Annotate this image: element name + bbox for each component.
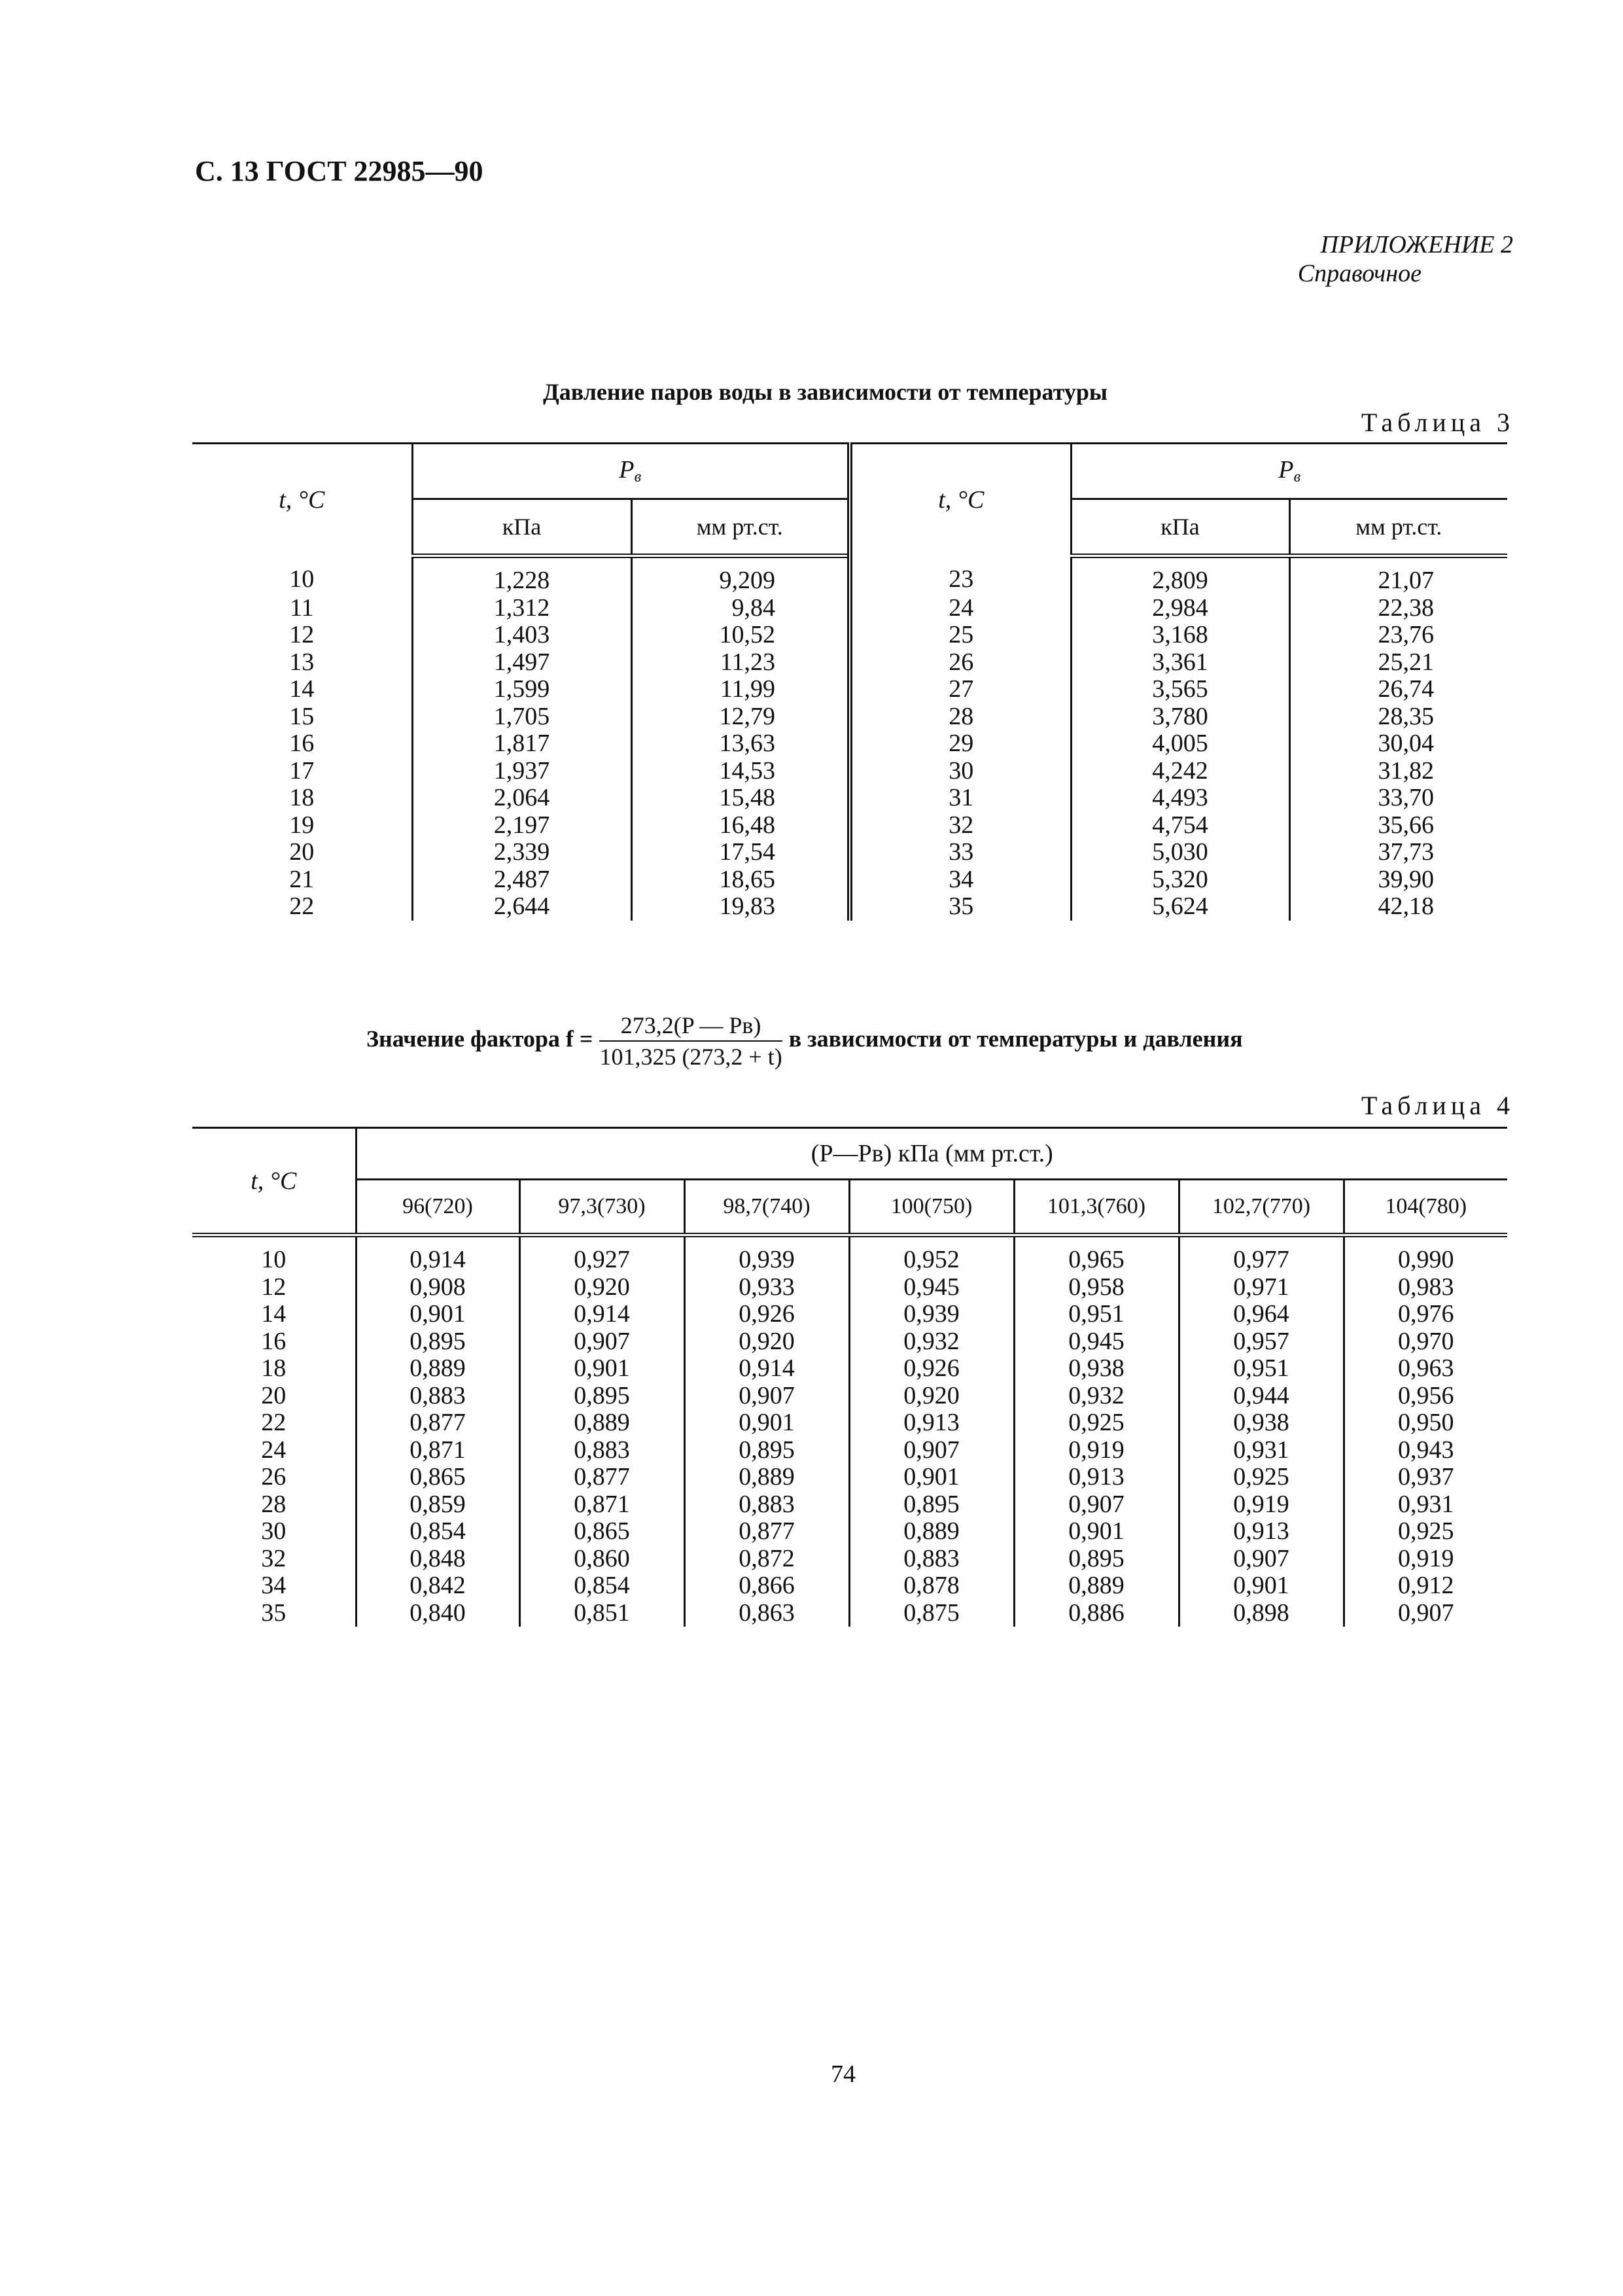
table-cell: 0,848 [356,1545,519,1573]
table-cell: 0,901 [1179,1572,1344,1600]
table-cell: 0,912 [1344,1572,1507,1600]
table-cell: 0,908 [356,1274,519,1301]
table-cell: 10 [261,1246,287,1273]
table-cell: 0,957 [1179,1328,1344,1356]
table-cell: 0,883 [849,1545,1014,1573]
table-row [192,730,1507,758]
table-row [192,1301,1507,1328]
table-cell: 0,875 [849,1600,1014,1627]
table-cell: 19 [289,811,315,839]
table-cell: 30,04 [1289,730,1507,758]
table-row [192,676,1507,703]
table-cell: 12 [261,1273,287,1301]
table-cell: 0,863 [684,1600,849,1627]
table-row [192,556,1507,595]
table-cell: 18 [261,1354,287,1382]
page-header: С. 13 ГОСТ 22985—90 [195,155,483,187]
table-cell: 9,209 [631,556,850,595]
formula-line [366,1012,1243,1070]
table3-title: Давление паров воды в зависимости от температуры [543,379,1108,405]
table-cell: 0,944 [1179,1383,1344,1410]
table-cell: 0,901 [356,1301,519,1328]
page-number: 74 [831,2060,856,2088]
table-cell: 0,877 [684,1518,849,1545]
t3-col-kpa-right: кПа [1071,499,1289,556]
table-cell: 16 [261,1327,287,1355]
formula-suffix: в зависимости от температуры и давления [788,1025,1243,1052]
table-cell: 24 [261,1436,287,1464]
table-row [192,893,1507,921]
table-cell: 5,624 [1071,893,1289,921]
table-cell: 0,925 [1179,1464,1344,1491]
table-cell: 0,914 [519,1301,684,1328]
table-row [192,622,1507,649]
table-cell: 42,18 [1289,893,1507,921]
table-cell: 0,913 [1014,1464,1179,1491]
table-row [192,1545,1507,1573]
table-cell: 35 [850,893,1071,921]
table-cell: 0,901 [519,1355,684,1383]
table-cell: 34 [850,866,1071,894]
table-cell: 0,931 [1179,1437,1344,1464]
t3-col-t-left: t, °С [192,444,412,556]
table-cell: 2,644 [412,893,631,921]
table-cell: 0,907 [1014,1491,1179,1519]
table-cell: 0,889 [684,1464,849,1491]
table4 [192,1127,1507,1627]
table-cell: 24 [850,595,1071,622]
table-cell: 0,920 [849,1383,1014,1410]
table-cell: 0,919 [1014,1437,1179,1464]
table-cell: 0,901 [849,1464,1014,1491]
table-cell: 0,958 [1014,1274,1179,1301]
table-cell: 0,952 [849,1235,1014,1274]
table-cell: 32 [261,1544,287,1572]
table-row [192,1572,1507,1600]
table-cell: 0,854 [356,1518,519,1545]
table-row [192,595,1507,622]
table-cell: 10,52 [631,622,850,649]
table-cell: 0,932 [1014,1383,1179,1410]
table-row [192,785,1507,812]
table-cell: 0,938 [1179,1409,1344,1437]
table-row [192,839,1507,866]
table-cell: 0,926 [684,1301,849,1328]
table-cell: 0,926 [849,1355,1014,1383]
table-cell: 0,895 [849,1491,1014,1519]
table-cell: 0,977 [1179,1235,1344,1274]
table-cell: 21 [289,865,315,893]
table-row [192,1235,1507,1274]
table-cell: 4,005 [1071,730,1289,758]
table-cell: 34 [261,1572,287,1599]
table-cell: 29 [850,730,1071,758]
table-cell: 2,984 [1071,595,1289,622]
formula-numerator: 273,2(P — Pв) [599,1012,782,1042]
table-cell: 0,920 [519,1274,684,1301]
table-row [192,1409,1507,1437]
column-header: 100(750) [849,1180,1014,1235]
table-cell: 23,76 [1289,622,1507,649]
table-cell: 16,48 [631,812,850,839]
t3-col-pv-right: $P_в$ [1071,444,1507,499]
table-cell: 28 [261,1490,287,1518]
appendix-title: ПРИЛОЖЕНИЕ 2 [1320,231,1513,258]
table3 [192,442,1507,921]
table-row [192,758,1507,785]
t4-col-t: t, °С [192,1128,356,1235]
table-cell: 16 [289,730,315,757]
table-row [192,1355,1507,1383]
table-cell: 0,945 [1014,1328,1179,1356]
table-cell: 0,945 [849,1274,1014,1301]
table-cell: 0,889 [356,1355,519,1383]
table-cell: 1,312 [412,595,631,622]
table-cell: 4,493 [1071,785,1289,812]
table-cell: 2,197 [412,812,631,839]
table-cell: 26,74 [1289,676,1507,703]
table-cell: 31,82 [1289,758,1507,785]
table-cell: 39,90 [1289,866,1507,894]
table-cell: 0,877 [519,1464,684,1491]
table-cell: 33 [850,839,1071,866]
table-cell: 18,65 [631,866,850,894]
column-header: 101,3(760) [1014,1180,1179,1235]
table-cell: 0,877 [356,1409,519,1437]
table3-body [192,556,1507,921]
table-cell: 32 [850,812,1071,839]
column-header: 104(780) [1344,1180,1507,1235]
table-cell: 17 [289,756,315,785]
table-cell: 2,809 [1071,556,1289,595]
table-cell: 25 [850,622,1071,649]
table4-body [192,1235,1507,1627]
table-cell: 0,854 [519,1572,684,1600]
table-cell: 0,919 [1179,1491,1344,1519]
table-cell: 1,817 [412,730,631,758]
table-cell: 0,851 [519,1600,684,1627]
t3-col-t-right: t, °С [850,444,1071,556]
table-cell: 21,07 [1289,556,1507,595]
table-cell: 28,35 [1289,703,1507,731]
table-cell: 0,938 [1014,1355,1179,1383]
table-cell: 0,860 [519,1545,684,1573]
table-cell: 0,907 [1344,1600,1507,1627]
table-cell: 0,840 [356,1600,519,1627]
column-header: 102,7(770) [1179,1180,1344,1235]
table-cell: 15 [289,702,315,730]
table-row [192,812,1507,839]
table-cell: 0,951 [1014,1301,1179,1328]
t3-col-pv-left: $P_в$ [412,444,850,499]
column-header: 98,7(740) [684,1180,849,1235]
table-cell: 13,63 [631,730,850,758]
table-cell: 20 [261,1381,287,1409]
table-cell: 0,865 [519,1518,684,1545]
table-cell: 2,487 [412,866,631,894]
table-cell: 0,990 [1344,1235,1507,1274]
table-cell: 1,599 [412,676,631,703]
table-cell: 0,956 [1344,1383,1507,1410]
table-cell: 0,865 [356,1464,519,1491]
table-cell: 0,898 [1179,1600,1344,1627]
table-cell: 23 [850,556,1071,595]
table-row [192,1274,1507,1301]
table-cell: 0,939 [684,1235,849,1274]
t3-col-kpa-left: кПа [412,499,631,556]
table-cell: 37,73 [1289,839,1507,866]
table-cell: 31 [850,785,1071,812]
table-cell: 0,914 [356,1235,519,1274]
table-cell: 12,79 [631,703,850,731]
table-cell: 26 [261,1463,287,1491]
table-cell: 4,754 [1071,812,1289,839]
table-cell: 1,403 [412,622,631,649]
table-row [192,1437,1507,1464]
table-cell: 0,970 [1344,1328,1507,1356]
table-row [192,1491,1507,1519]
table-cell: 3,361 [1071,649,1289,677]
table-cell: 4,242 [1071,758,1289,785]
table-cell: 3,168 [1071,622,1289,649]
table-cell: 18 [289,784,315,811]
t4-group-header: (P—Pв) кПа (мм рт.ст.) [356,1128,1507,1180]
table-cell: 0,895 [684,1437,849,1464]
table-cell: 0,907 [1179,1545,1344,1573]
table-cell: 0,931 [1344,1491,1507,1519]
table-cell: 0,937 [1344,1464,1507,1491]
table-cell: 0,950 [1344,1409,1507,1437]
table-cell: 0,871 [519,1491,684,1519]
table-cell: 13 [289,648,315,676]
table-cell: 0,878 [849,1572,1014,1600]
table-row [192,1518,1507,1545]
table-cell: 0,913 [849,1409,1014,1437]
appendix-subtitle: Справочное [1297,260,1422,287]
table-cell: 1,705 [412,703,631,731]
table-cell: 0,965 [1014,1235,1179,1274]
table-cell: 0,889 [849,1518,1014,1545]
appendix-label [1298,230,1513,288]
table4-label: Таблица 4 [1361,1091,1514,1120]
formula-denominator: 101,325 (273,2 + t) [599,1044,782,1070]
column-header: 97,3(730) [519,1180,684,1235]
table-cell: 0,883 [519,1437,684,1464]
table-cell: 0,920 [684,1328,849,1356]
table-cell: 14,53 [631,758,850,785]
table-cell: 0,913 [1179,1518,1344,1545]
table-cell: 22,38 [1289,595,1507,622]
table-cell: 0,907 [684,1383,849,1410]
table-row [192,1328,1507,1356]
table-cell: 3,565 [1071,676,1289,703]
table-cell: 0,907 [519,1328,684,1356]
table-cell: 0,983 [1344,1274,1507,1301]
table3-label: Таблица 3 [1361,408,1514,437]
table-cell: 14 [261,1300,287,1328]
table-cell: 0,895 [519,1383,684,1410]
table-cell: 0,925 [1344,1518,1507,1545]
table-cell: 3,780 [1071,703,1289,731]
table-cell: 0,895 [356,1328,519,1356]
table-cell: 0,963 [1344,1355,1507,1383]
table-cell: 0,933 [684,1274,849,1301]
table-cell: 0,871 [356,1437,519,1464]
table-cell: 0,859 [356,1491,519,1519]
column-header: 96(720) [356,1180,519,1235]
table-row [192,1600,1507,1627]
table-cell: 9,84 [631,595,850,622]
table-cell: 0,883 [356,1383,519,1410]
table-cell: 12 [289,621,315,648]
table-row [192,649,1507,677]
table-cell: 0,889 [519,1409,684,1437]
table-cell: 27 [850,676,1071,703]
table-cell: 0,943 [1344,1437,1507,1464]
table-cell: 0,901 [684,1409,849,1437]
table-row [192,703,1507,731]
table-cell: 0,872 [684,1545,849,1573]
table-cell: 5,030 [1071,839,1289,866]
table-cell: 26 [850,649,1071,677]
table-cell: 2,339 [412,839,631,866]
formula-prefix: Значение фактора f = [366,1025,593,1052]
table-cell: 1,228 [412,556,631,595]
table-cell: 0,883 [684,1491,849,1519]
table-row [192,1464,1507,1491]
formula-fraction [599,1012,782,1070]
table-cell: 0,842 [356,1572,519,1600]
table-cell: 0,927 [519,1235,684,1274]
table-cell: 22 [289,892,315,920]
table-cell: 0,886 [1014,1600,1179,1627]
table-cell: 30 [261,1517,287,1545]
table-cell: 0,971 [1179,1274,1344,1301]
t3-col-mm-left: мм рт.ст. [631,499,850,556]
table-row [192,866,1507,894]
table-row [192,1383,1507,1410]
table-cell: 0,889 [1014,1572,1179,1600]
table-cell: 35 [261,1598,287,1627]
table-cell: 5,320 [1071,866,1289,894]
table-cell: 0,932 [849,1328,1014,1356]
table-cell: 17,54 [631,839,850,866]
table-cell: 25,21 [1289,649,1507,677]
table-cell: 20 [289,838,315,866]
table-cell: 11 [289,593,314,622]
table-cell: 15,48 [631,785,850,812]
table-cell: 14 [289,675,315,703]
table-cell: 19,83 [631,893,850,921]
t3-col-mm-right: мм рт.ст. [1289,499,1507,556]
table-cell: 2,064 [412,785,631,812]
table-cell: 1,937 [412,758,631,785]
table-cell: 1,497 [412,649,631,677]
table-cell: 0,866 [684,1572,849,1600]
table-cell: 0,901 [1014,1518,1179,1545]
table-cell: 0,939 [849,1301,1014,1328]
table-cell: 11,99 [631,676,850,703]
table-cell: 22 [261,1409,287,1436]
table-cell: 0,964 [1179,1301,1344,1328]
table-cell: 11,23 [631,649,850,677]
table-cell: 10 [289,565,315,593]
table-cell: 0,976 [1344,1301,1507,1328]
table-cell: 33,70 [1289,785,1507,812]
table-cell: 35,66 [1289,812,1507,839]
table-cell: 0,919 [1344,1545,1507,1573]
table-cell: 0,951 [1179,1355,1344,1383]
table-cell: 0,914 [684,1355,849,1383]
table-cell: 0,895 [1014,1545,1179,1573]
table-cell: 28 [850,703,1071,731]
table-cell: 0,907 [849,1437,1014,1464]
table-cell: 0,925 [1014,1409,1179,1437]
table-cell: 30 [850,758,1071,785]
